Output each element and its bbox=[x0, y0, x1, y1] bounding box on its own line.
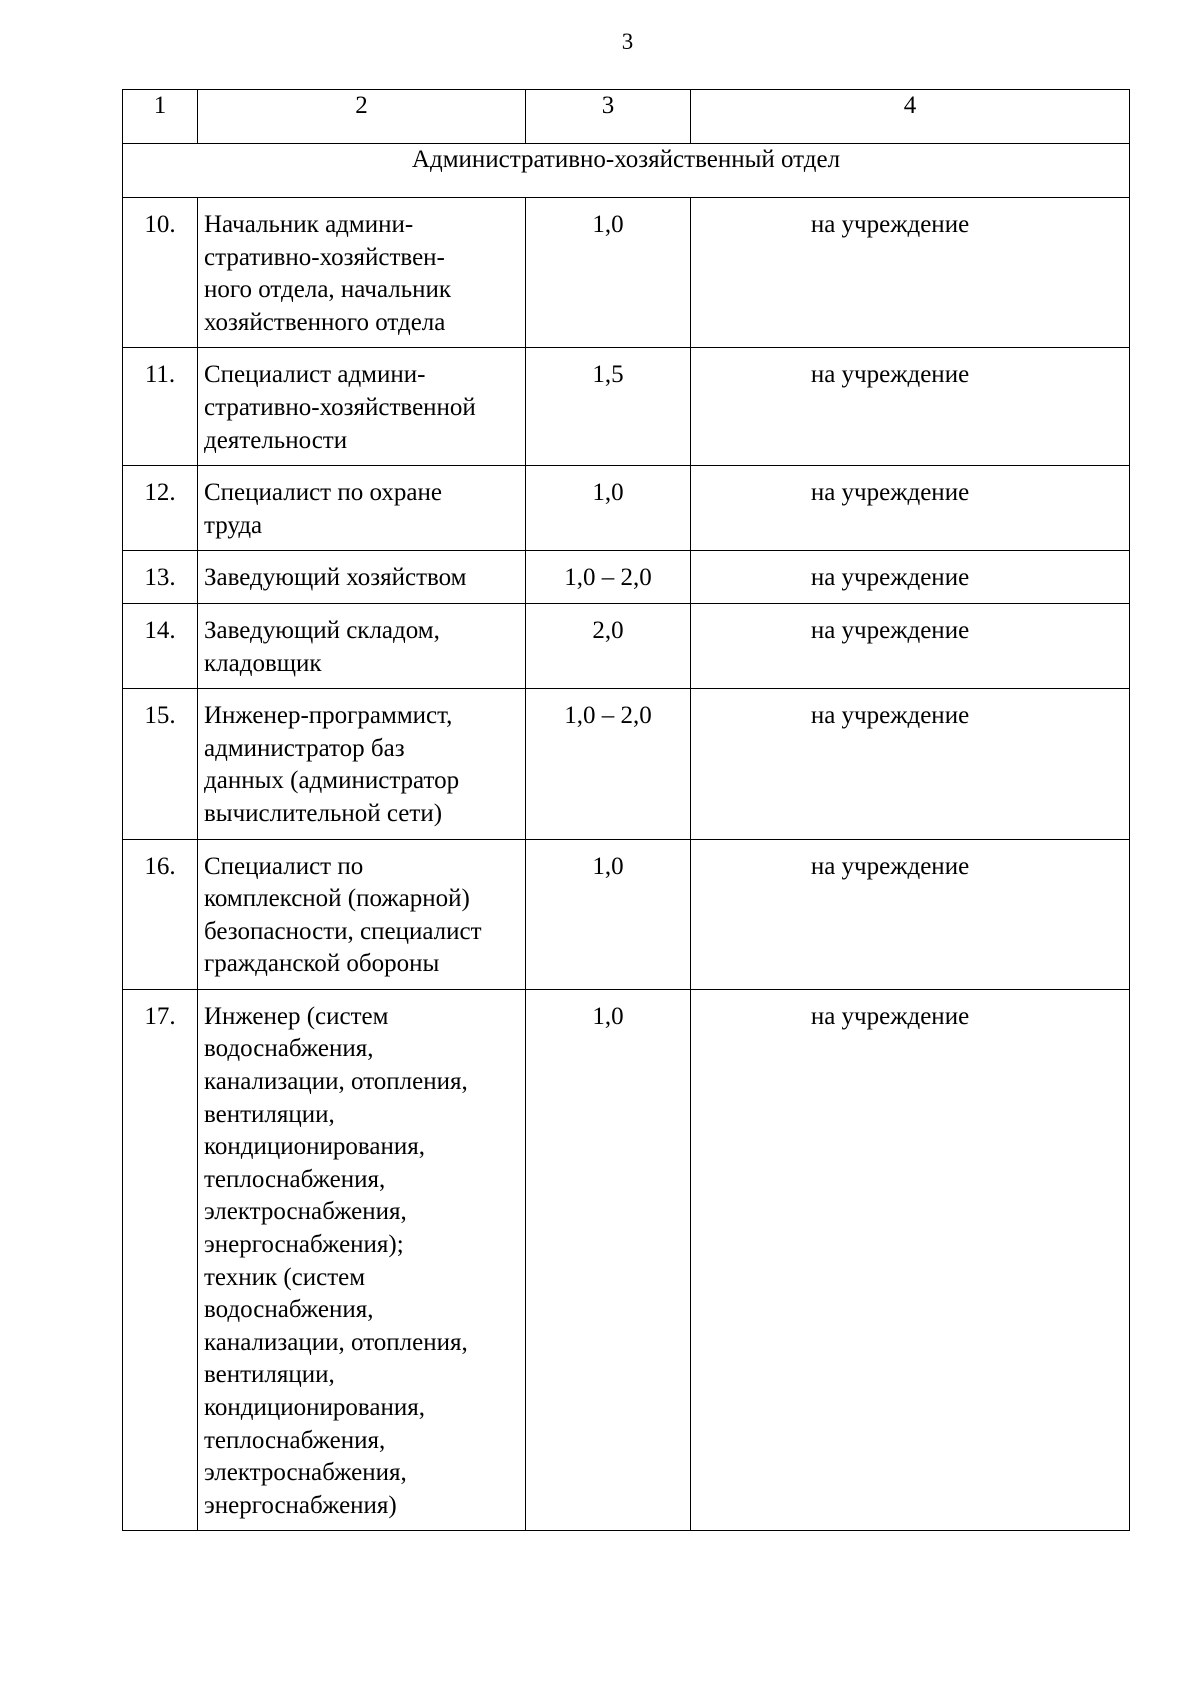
table-row bbox=[123, 198, 1130, 348]
position-title-line: вентиляции, bbox=[204, 1361, 335, 1389]
position-title-line: кондиционирования, bbox=[204, 1133, 425, 1161]
position-title-line: энергоснабжения) bbox=[204, 1491, 397, 1519]
section-title: Административно-хозяйственный отдел bbox=[123, 144, 1130, 198]
table-row bbox=[123, 348, 1130, 466]
position-title-line: техник (систем bbox=[204, 1263, 366, 1291]
staff-rate: 1,0 bbox=[526, 466, 691, 551]
page-number: 3 bbox=[621, 29, 634, 54]
staff-rate: 1,0 – 2,0 bbox=[526, 551, 691, 604]
position-title-line: гражданской обороны bbox=[204, 950, 440, 978]
rate-note: на учреждение bbox=[691, 551, 1130, 604]
row-number: 14. bbox=[123, 603, 198, 688]
position-title-line: электроснабжения, bbox=[204, 1198, 407, 1226]
row-number: 17. bbox=[123, 989, 198, 1531]
rate-note: на учреждение bbox=[691, 689, 1130, 839]
row-number: 12. bbox=[123, 466, 198, 551]
rate-note: на учреждение bbox=[691, 839, 1130, 989]
row-number: 10. bbox=[123, 198, 198, 348]
position-title-line: электроснабжения, bbox=[204, 1459, 407, 1487]
position-title-line: Заведующий хозяйством bbox=[204, 564, 467, 592]
position-title-line: Заведующий складом, bbox=[204, 616, 440, 644]
table-row bbox=[123, 989, 1130, 1531]
column-header-row bbox=[123, 90, 1130, 144]
rate-note: на учреждение bbox=[691, 348, 1130, 466]
table-row bbox=[123, 603, 1130, 688]
position-title-line: водоснабжения, bbox=[204, 1296, 374, 1324]
row-number: 15. bbox=[123, 689, 198, 839]
position-title-line: энергоснабжения); bbox=[204, 1231, 404, 1259]
row-number: 11. bbox=[123, 348, 198, 466]
staff-rate: 1,0 – 2,0 bbox=[526, 689, 691, 839]
position-title bbox=[198, 551, 526, 604]
staff-rate: 1,0 bbox=[526, 839, 691, 989]
position-title bbox=[198, 839, 526, 989]
staff-rate: 1,0 bbox=[526, 989, 691, 1531]
position-title-line: кладовщик bbox=[204, 649, 322, 677]
row-number: 13. bbox=[123, 551, 198, 604]
position-title-line: Специалист по bbox=[204, 852, 364, 880]
table-row bbox=[123, 466, 1130, 551]
position-title bbox=[198, 603, 526, 688]
position-title bbox=[198, 689, 526, 839]
position-title-line: деятельности bbox=[204, 426, 348, 454]
staffing-table bbox=[122, 89, 1130, 1531]
position-title-line: хозяйственного отдела bbox=[204, 308, 446, 336]
position-title-line: канализации, отопления, bbox=[204, 1328, 468, 1356]
staff-rate: 1,5 bbox=[526, 348, 691, 466]
staff-rate: 1,0 bbox=[526, 198, 691, 348]
position-title-line: ного отдела, начальник bbox=[204, 276, 452, 304]
rate-note: на учреждение bbox=[691, 603, 1130, 688]
position-title bbox=[198, 466, 526, 551]
position-title-line: администратор баз bbox=[204, 734, 405, 762]
position-title-line: труда bbox=[204, 511, 263, 539]
position-title-line: канализации, отопления, bbox=[204, 1068, 468, 1096]
position-title-line: Начальник админи- bbox=[204, 211, 414, 238]
section-row bbox=[123, 144, 1130, 198]
position-title-line: стративно-хозяйствен- bbox=[204, 243, 445, 271]
column-header-4: 4 bbox=[691, 90, 1130, 144]
position-title-line: вентиляции, bbox=[204, 1100, 335, 1128]
table-row bbox=[123, 551, 1130, 604]
row-number: 16. bbox=[123, 839, 198, 989]
position-title-line: водоснабжения, bbox=[204, 1035, 374, 1063]
position-title-line: теплоснабжения, bbox=[204, 1426, 386, 1454]
position-title-line: вычислительной сети) bbox=[204, 799, 443, 827]
column-header-3: 3 bbox=[526, 90, 691, 144]
position-title-line: стративно-хозяйственной bbox=[204, 393, 476, 421]
rate-note: на учреждение bbox=[691, 466, 1130, 551]
position-title-line: Инженер-программист, bbox=[204, 702, 453, 730]
position-title bbox=[198, 989, 526, 1531]
position-title-line: Специалист админи- bbox=[204, 361, 426, 389]
rate-note: на учреждение bbox=[691, 989, 1130, 1531]
table-row bbox=[123, 839, 1130, 989]
position-title bbox=[198, 348, 526, 466]
column-header-1: 1 bbox=[123, 90, 198, 144]
position-title-line: Инженер (систем bbox=[204, 1002, 389, 1030]
position-title-line: теплоснабжения, bbox=[204, 1165, 386, 1193]
position-title-line: безопасности, специалист bbox=[204, 917, 482, 945]
staff-rate: 2,0 bbox=[526, 603, 691, 688]
table-row bbox=[123, 689, 1130, 839]
position-title-line: данных (администратор bbox=[204, 767, 460, 795]
position-title-line: Специалист по охране bbox=[204, 479, 442, 507]
position-title bbox=[198, 198, 526, 348]
rate-note: на учреждение bbox=[691, 198, 1130, 348]
column-header-2: 2 bbox=[198, 90, 526, 144]
position-title-line: комплексной (пожарной) bbox=[204, 885, 470, 913]
position-title-line: кондиционирования, bbox=[204, 1394, 425, 1421]
